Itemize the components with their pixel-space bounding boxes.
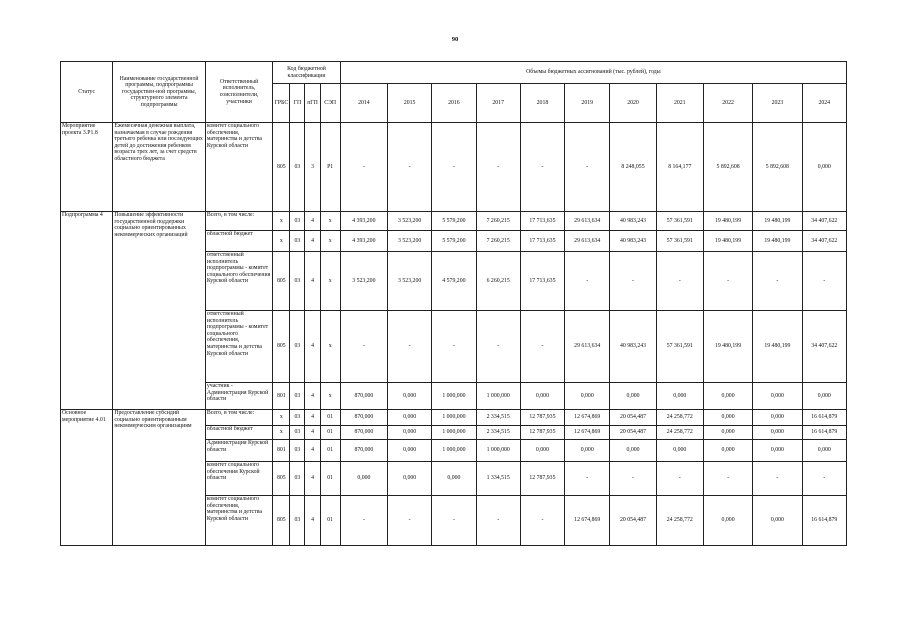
code-cell: 805 [273, 462, 290, 496]
value-cell: 1 334,515 [476, 462, 520, 496]
code-cell: 805 [273, 311, 290, 383]
value-cell: 870,000 [340, 440, 387, 462]
value-cell: 16 614,879 [802, 496, 846, 546]
value-cell: 5 892,608 [753, 123, 802, 212]
value-cell: 19 480,199 [753, 212, 802, 231]
row-executor: ответственный исполнитель подпрограммы - комитет социального обеспечения Курской области [205, 252, 272, 311]
row-executor: областной бюджет [205, 426, 272, 440]
value-cell: 0,000 [565, 440, 610, 462]
row-executor: участник - Администрация Курской области [205, 383, 272, 410]
value-cell: 0,000 [703, 496, 752, 546]
code-cell: 801 [273, 383, 290, 410]
code-cell: 03 [290, 252, 305, 311]
code-cell: 4 [305, 462, 320, 496]
header-year: 2015 [388, 84, 432, 123]
value-cell: - [432, 311, 476, 383]
value-cell: 17 713,635 [520, 252, 564, 311]
value-cell: 57 361,591 [656, 212, 703, 231]
header-budget-code: Код бюджетной классификации [273, 62, 340, 84]
row-executor: Администрация Курской области [205, 440, 272, 462]
row-executor: комитет социального обеспечения, материнства и детства Курской области [205, 123, 272, 212]
code-cell: х [320, 383, 340, 410]
value-cell: - [388, 311, 432, 383]
value-cell: 5 579,200 [432, 231, 476, 252]
code-cell: х [320, 311, 340, 383]
value-cell: 0,000 [610, 383, 656, 410]
value-cell: 19 480,199 [753, 231, 802, 252]
code-cell: 03 [290, 410, 305, 426]
value-cell: 20 054,487 [610, 426, 656, 440]
value-cell: 3 523,200 [340, 252, 387, 311]
value-cell: 34 407,622 [802, 231, 846, 252]
value-cell: 0,000 [703, 440, 752, 462]
header-name: Наименование государственной программы, подпрограммы государствен-ной программы, структурного элемента подпрограммы [113, 62, 206, 123]
value-cell: 0,000 [565, 383, 610, 410]
value-cell: 19 480,199 [703, 231, 752, 252]
header-row [61, 62, 847, 84]
row-executor: комитет социального обеспечения, материнства и детства Курской области [205, 496, 272, 546]
code-cell: 01 [320, 440, 340, 462]
value-cell: 0,000 [802, 123, 846, 212]
value-cell: 0,000 [753, 383, 802, 410]
value-cell: 5 892,608 [703, 123, 752, 212]
header-year: 2021 [656, 84, 703, 123]
code-cell: 03 [290, 231, 305, 252]
value-cell: - [703, 462, 752, 496]
value-cell: - [432, 496, 476, 546]
budget-table [60, 61, 847, 546]
value-cell: 3 523,200 [388, 212, 432, 231]
code-cell: х [320, 212, 340, 231]
value-cell: 0,000 [753, 440, 802, 462]
header-volumes: Объемы бюджетных ассигнований (тыс. рублей), годы [340, 62, 846, 84]
value-cell: 2 334,515 [476, 426, 520, 440]
value-cell: 12 787,935 [520, 462, 564, 496]
row-status: Основное мероприятие 4.01 [61, 410, 113, 546]
value-cell: 3 523,200 [388, 231, 432, 252]
header-year: 2024 [802, 84, 846, 123]
value-cell: - [476, 311, 520, 383]
value-cell: - [565, 462, 610, 496]
value-cell: 20 054,487 [610, 496, 656, 546]
code-cell: 4 [305, 231, 320, 252]
value-cell: - [753, 252, 802, 311]
header-year: 2020 [610, 84, 656, 123]
value-cell: 870,000 [340, 410, 387, 426]
value-cell: 16 614,879 [802, 410, 846, 426]
header-year: 2022 [703, 84, 752, 123]
value-cell: 0,000 [703, 383, 752, 410]
value-cell: 29 613,634 [565, 231, 610, 252]
value-cell: 870,000 [340, 383, 387, 410]
code-cell: 4 [305, 311, 320, 383]
value-cell: 24 258,772 [656, 426, 703, 440]
header-code-grbs: ГРБС [273, 84, 290, 123]
code-cell: 01 [320, 426, 340, 440]
value-cell: 12 674,869 [565, 410, 610, 426]
header-code-sep: СЭП [320, 84, 340, 123]
value-cell: - [340, 123, 387, 212]
value-cell: 1 000,000 [432, 383, 476, 410]
code-cell: 4 [305, 212, 320, 231]
value-cell: - [565, 252, 610, 311]
row-status: Подпрограмма 4 [61, 212, 113, 410]
row-name: Повышение эффективности государственной поддержки социально ориентированных некоммерческих организаций [113, 212, 206, 410]
value-cell: - [802, 462, 846, 496]
value-cell: 8 164,177 [656, 123, 703, 212]
value-cell: - [610, 462, 656, 496]
header-code-gp: ГП [290, 84, 305, 123]
value-cell: 1 000,000 [476, 383, 520, 410]
code-cell: Р1 [320, 123, 340, 212]
value-cell: - [802, 252, 846, 311]
value-cell: - [520, 496, 564, 546]
value-cell: 0,000 [340, 462, 387, 496]
table-row [61, 123, 847, 212]
value-cell: - [656, 462, 703, 496]
value-cell: 0,000 [388, 426, 432, 440]
value-cell: 16 614,879 [802, 426, 846, 440]
value-cell: 17 713,635 [520, 231, 564, 252]
value-cell: 1 000,000 [432, 410, 476, 426]
value-cell: 2 334,515 [476, 410, 520, 426]
code-cell: 01 [320, 496, 340, 546]
code-cell: 4 [305, 496, 320, 546]
code-cell: х [273, 410, 290, 426]
code-cell: 4 [305, 252, 320, 311]
value-cell: 12 674,869 [565, 426, 610, 440]
code-cell: 805 [273, 496, 290, 546]
value-cell: 8 248,055 [610, 123, 656, 212]
value-cell: 57 361,591 [656, 231, 703, 252]
value-cell: 4 393,200 [340, 231, 387, 252]
row-executor: комитет социального обеспечения Курской области [205, 462, 272, 496]
code-cell: 03 [290, 440, 305, 462]
code-cell: х [320, 252, 340, 311]
header-year: 2017 [476, 84, 520, 123]
value-cell: 0,000 [802, 383, 846, 410]
code-cell: х [320, 231, 340, 252]
code-cell: 03 [290, 426, 305, 440]
value-cell: - [388, 123, 432, 212]
value-cell: 1 000,000 [432, 440, 476, 462]
value-cell: - [340, 496, 387, 546]
value-cell: 12 787,935 [520, 426, 564, 440]
value-cell: 40 983,243 [610, 212, 656, 231]
code-cell: 03 [290, 496, 305, 546]
code-cell: 01 [320, 462, 340, 496]
row-executor: Всего, в том числе: [205, 410, 272, 426]
value-cell: 12 787,935 [520, 410, 564, 426]
row-executor: Всего, в том числе: [205, 212, 272, 231]
value-cell: 0,000 [753, 410, 802, 426]
value-cell: 3 523,200 [388, 252, 432, 311]
value-cell: - [520, 311, 564, 383]
value-cell: 19 480,199 [703, 311, 752, 383]
value-cell: 12 674,869 [565, 496, 610, 546]
value-cell: - [520, 123, 564, 212]
value-cell: - [610, 252, 656, 311]
value-cell: 0,000 [388, 410, 432, 426]
value-cell: 29 613,634 [565, 311, 610, 383]
value-cell: 19 480,199 [703, 212, 752, 231]
header-executor: Ответственный исполнитель, соисполнители, участники [205, 62, 272, 123]
value-cell: 0,000 [432, 462, 476, 496]
value-cell: 7 260,215 [476, 212, 520, 231]
value-cell: 0,000 [703, 426, 752, 440]
code-cell: 03 [290, 311, 305, 383]
code-cell: 4 [305, 440, 320, 462]
value-cell: 6 260,215 [476, 252, 520, 311]
row-executor: ответственный исполнитель подпрограммы - комитет социального обеспечения, материнства и детства Курской области [205, 311, 272, 383]
header-year: 2016 [432, 84, 476, 123]
value-cell: 4 393,200 [340, 212, 387, 231]
value-cell: 5 579,200 [432, 212, 476, 231]
value-cell: - [340, 311, 387, 383]
code-cell: 03 [290, 462, 305, 496]
code-cell: 01 [320, 410, 340, 426]
header-year: 2019 [565, 84, 610, 123]
value-cell: 0,000 [802, 440, 846, 462]
value-cell: - [703, 252, 752, 311]
value-cell: 0,000 [610, 440, 656, 462]
value-cell: - [656, 252, 703, 311]
value-cell: - [476, 496, 520, 546]
value-cell: 0,000 [656, 383, 703, 410]
value-cell: 34 407,622 [802, 311, 846, 383]
code-cell: 801 [273, 440, 290, 462]
code-cell: 805 [273, 123, 290, 212]
header-year: 2023 [753, 84, 802, 123]
value-cell: 0,000 [656, 440, 703, 462]
code-cell: 3 [305, 123, 320, 212]
value-cell: 0,000 [703, 410, 752, 426]
value-cell: 19 480,199 [753, 311, 802, 383]
value-cell: 4 579,200 [432, 252, 476, 311]
value-cell: 17 713,635 [520, 212, 564, 231]
value-cell: 1 000,000 [432, 426, 476, 440]
value-cell: 870,000 [340, 426, 387, 440]
value-cell: - [388, 496, 432, 546]
value-cell: 40 983,243 [610, 311, 656, 383]
header-year: 2018 [520, 84, 564, 123]
value-cell: 0,000 [388, 440, 432, 462]
code-cell: 03 [290, 212, 305, 231]
value-cell: 0,000 [520, 383, 564, 410]
value-cell: - [432, 123, 476, 212]
value-cell: - [565, 123, 610, 212]
value-cell: 0,000 [388, 383, 432, 410]
value-cell: 24 258,772 [656, 496, 703, 546]
value-cell: 20 054,487 [610, 410, 656, 426]
value-cell: 1 000,000 [476, 440, 520, 462]
value-cell: 7 260,215 [476, 231, 520, 252]
value-cell: 0,000 [520, 440, 564, 462]
header-year: 2014 [340, 84, 387, 123]
value-cell: 0,000 [753, 426, 802, 440]
page-number: 90 [451, 36, 459, 43]
value-cell: - [476, 123, 520, 212]
header-status: Статус [61, 62, 113, 123]
table-row [61, 410, 847, 426]
value-cell: 34 407,622 [802, 212, 846, 231]
code-cell: 03 [290, 383, 305, 410]
value-cell: 40 983,243 [610, 231, 656, 252]
value-cell: 57 361,591 [656, 311, 703, 383]
table-row [61, 212, 847, 231]
code-cell: 805 [273, 252, 290, 311]
value-cell: 0,000 [753, 496, 802, 546]
value-cell: 24 258,772 [656, 410, 703, 426]
code-cell: 4 [305, 426, 320, 440]
row-name: Ежемесячная денежная выплата, назначаемая в случае рождения третьего ребенка или последующих детей до достижения ребенком возраста трех лет, за счет средств областного бюджета [113, 123, 206, 212]
code-cell: х [273, 426, 290, 440]
code-cell: х [273, 231, 290, 252]
value-cell: 0,000 [388, 462, 432, 496]
row-name: Предоставление субсидий социально ориентированным некоммерческим организациям [113, 410, 206, 546]
row-status: Мероприятие проекта 3.Р1.8 [61, 123, 113, 212]
code-cell: 4 [305, 383, 320, 410]
value-cell: - [753, 462, 802, 496]
code-cell: 03 [290, 123, 305, 212]
row-executor: областной бюджет [205, 231, 272, 252]
header-code-pgp: пГП [305, 84, 320, 123]
value-cell: 29 613,634 [565, 212, 610, 231]
code-cell: 4 [305, 410, 320, 426]
code-cell: х [273, 212, 290, 231]
